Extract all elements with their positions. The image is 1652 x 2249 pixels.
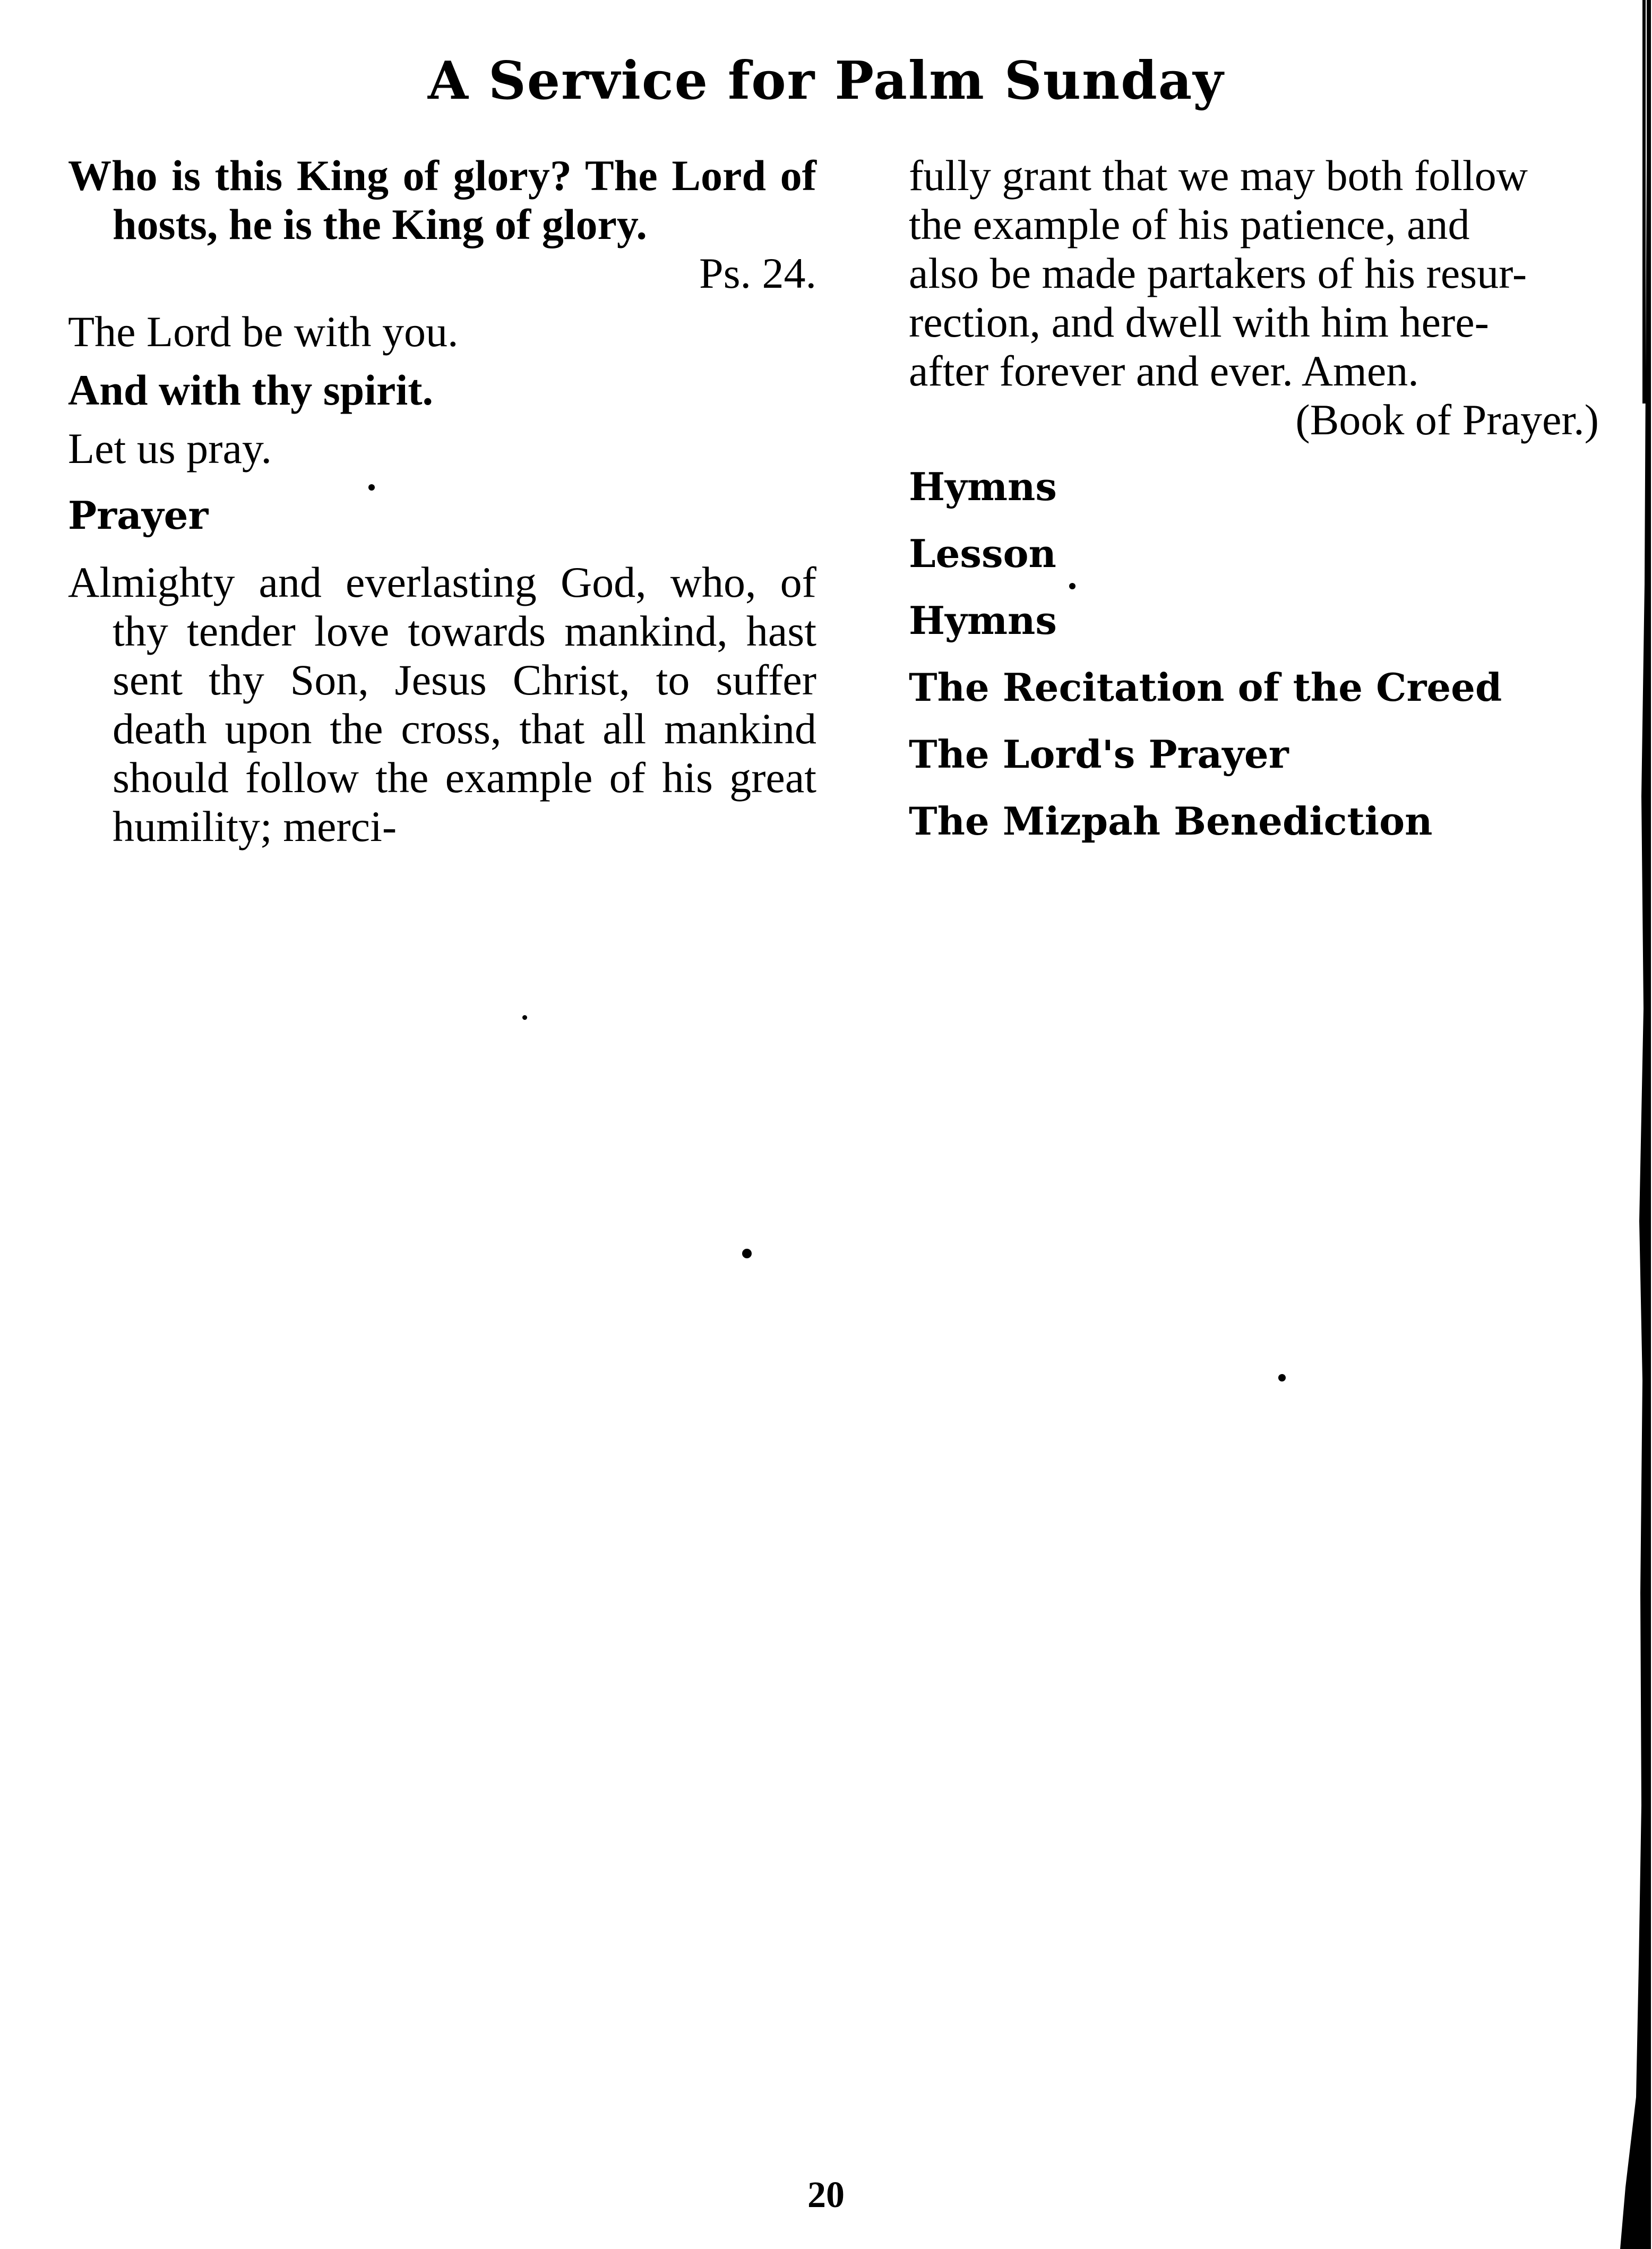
print-speck [522,1015,527,1020]
order-item-hymns: Hymns [909,464,1057,509]
response: And with thy spirit. [68,366,434,414]
prayer-continued-line: the example of his patience, and [909,200,1470,248]
salutation: The Lord be with you. [68,307,459,356]
order-item-hymns-second: Hymns [909,598,1057,643]
order-item-lesson: Lesson [909,531,1056,576]
page-title: A Service for Palm Sunday [427,50,1225,111]
order-item-mizpah-benediction: The Mizpah Benediction [909,799,1433,844]
order-item-lords-prayer: The Lord's Prayer [909,732,1289,777]
order-item-creed: The Recitation of the Creed [909,665,1502,710]
prayer-text: Almighty and everlasting God, who, of thy tender love towards mankind, hast sent thy Son, Jesus Christ, to suffer death upon the cross, that all mankind should follow the example of his great humility; merci- [68,558,816,851]
scan-edge-shadow [1588,0,1652,2249]
prayer-continued-line: rection, and dwell with him here- [909,298,1489,346]
left-column [68,151,816,851]
print-speck [1278,1374,1286,1381]
prayer-continued-line: after forever and ever. Amen. [909,347,1419,395]
print-speck [1069,583,1075,589]
bidding: Let us pray. [68,424,272,473]
psalm-reference: Ps. 24. [699,249,816,297]
versicle: Who is this King of glory? The Lord of hosts, he is the King of glory. [68,151,816,248]
prayer-continued-line: fully grant that we may both follow [909,151,1528,200]
prayer-continued-line: also be made partakers of his resur- [909,249,1527,297]
print-speck [742,1249,752,1258]
prayer-source: (Book of Prayer.) [1295,396,1599,444]
right-column [909,151,1599,846]
page-number: 20 [807,2175,845,2216]
prayer-heading: Prayer [68,493,209,538]
print-speck [368,484,375,491]
